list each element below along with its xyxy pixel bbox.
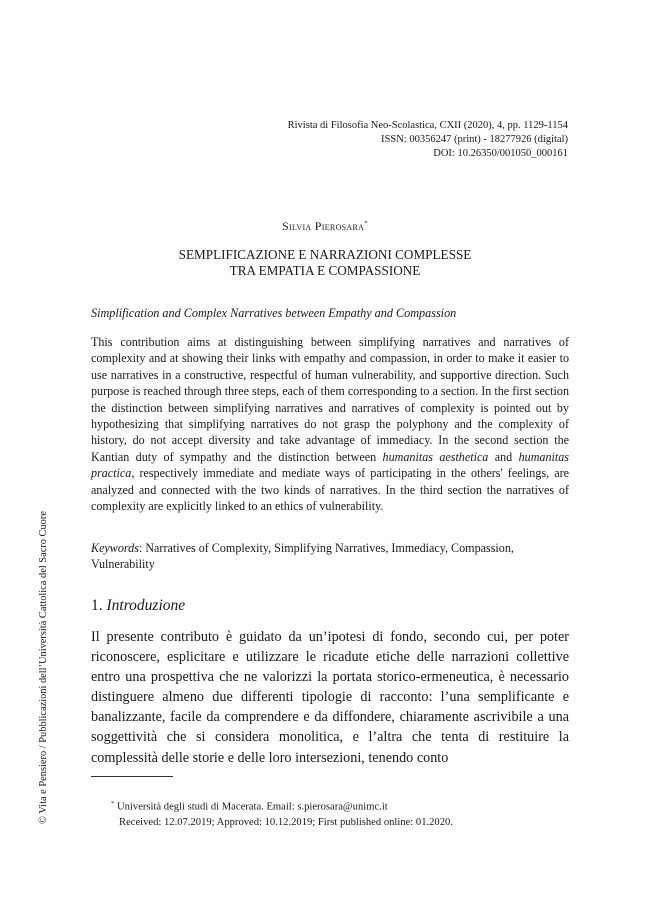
section-heading: [91, 597, 185, 615]
english-title: Simplification and Complex Narratives between Empathy and Compassion: [91, 306, 457, 320]
title-line-1: SEMPLIFICAZIONE E NARRAZIONI COMPLESSE: [178, 247, 472, 262]
author-line: [0, 219, 650, 234]
journal-citation: Rivista di Filosofia Neo-Scolastica, CXII (2020), 4, pp. 1129-1154: [287, 120, 568, 131]
abstract-text-part1: This contribution aims at distinguishing between simplifying narratives and narratives of complexity and at showing their links with empathy and compassion, in order to make it easier to use narratives in a constructive, respectful of human vulnerability, and supportive direction. Such purpose is reached through three steps, each of them corresponding to a section. In the first section the distinction between simplifying narratives and narratives of complexity is pointed out by hypothesizing that simplifying narratives do not grasp the polyphony and the complexity of history, do not accept diversity and take advantage of immediacy. In the second section the Kantian duty of sympathy and the distinction between: [91, 335, 569, 464]
journal-header: [288, 119, 568, 161]
abstract-and: and: [488, 449, 519, 464]
keywords-label: Keywords: [91, 541, 139, 555]
keywords: [91, 540, 569, 573]
footnote: [111, 797, 571, 830]
footnote-marker: *: [111, 801, 114, 807]
section-number: 1.: [91, 597, 107, 614]
journal-doi: DOI: 10.26350/001050_000161: [433, 148, 568, 159]
journal-issn: ISSN: 00356247 (print) - 18277926 (digital): [381, 134, 568, 145]
abstract-text-part2: , respectively immediate and mediate ways of participating in the others' feelings, are analyzed and connected with the two kinds of narratives. In the third section the narratives of complexity are explicitly linked to an ethics of vulnerability.: [91, 466, 569, 514]
abstract: [91, 334, 569, 514]
footnote-divider: [91, 776, 173, 777]
author-name: Silvia Pierosara: [282, 219, 365, 233]
article-title: [0, 247, 650, 279]
footnote-affiliation: Università degli studi di Macerata. Email: s.pierosara@unimc.it: [117, 801, 388, 813]
section-title: Introduzione: [106, 597, 186, 614]
body-paragraph: Il presente contributo è guidato da un’ipotesi di fondo, secondo cui, per poter riconoscere, esplicitare e utilizzare le ricadute etiche delle narrazioni collettive entro una prospettiva che ne valorizzi la portata storico-ermeneutica, è necessario distinguere almeno due differenti tipologie di racconto: l’una semplificante e banalizzante, facile da comprendere e da diffondere, chiaramente ascrivibile a una soggettività che si considera monolitica, e l’altra che tenta di restituire la complessità delle storie e delle loro intersezioni, tenendo conto: [91, 629, 569, 766]
body-text: [91, 627, 569, 768]
title-line-2: TRA EMPATIA E COMPASSIONE: [229, 263, 421, 278]
abstract-term-practica: humanitas practica: [91, 449, 569, 481]
copyright-sidebar: © Vita e Pensiero / Pubblicazioni dell’Università Cattolica del Sacro Cuore: [38, 511, 49, 824]
author-footnote-marker: *: [364, 219, 368, 228]
footnote-dates: Received: 12.07.2019; Approved: 10.12.2019; First published online: 01.2020.: [119, 816, 453, 828]
keywords-text: : Narratives of Complexity, Simplifying Narratives, Immediacy, Compassion, Vulnerability: [91, 541, 514, 572]
abstract-term-aesthetica: humanitas aesthetica: [382, 449, 489, 464]
